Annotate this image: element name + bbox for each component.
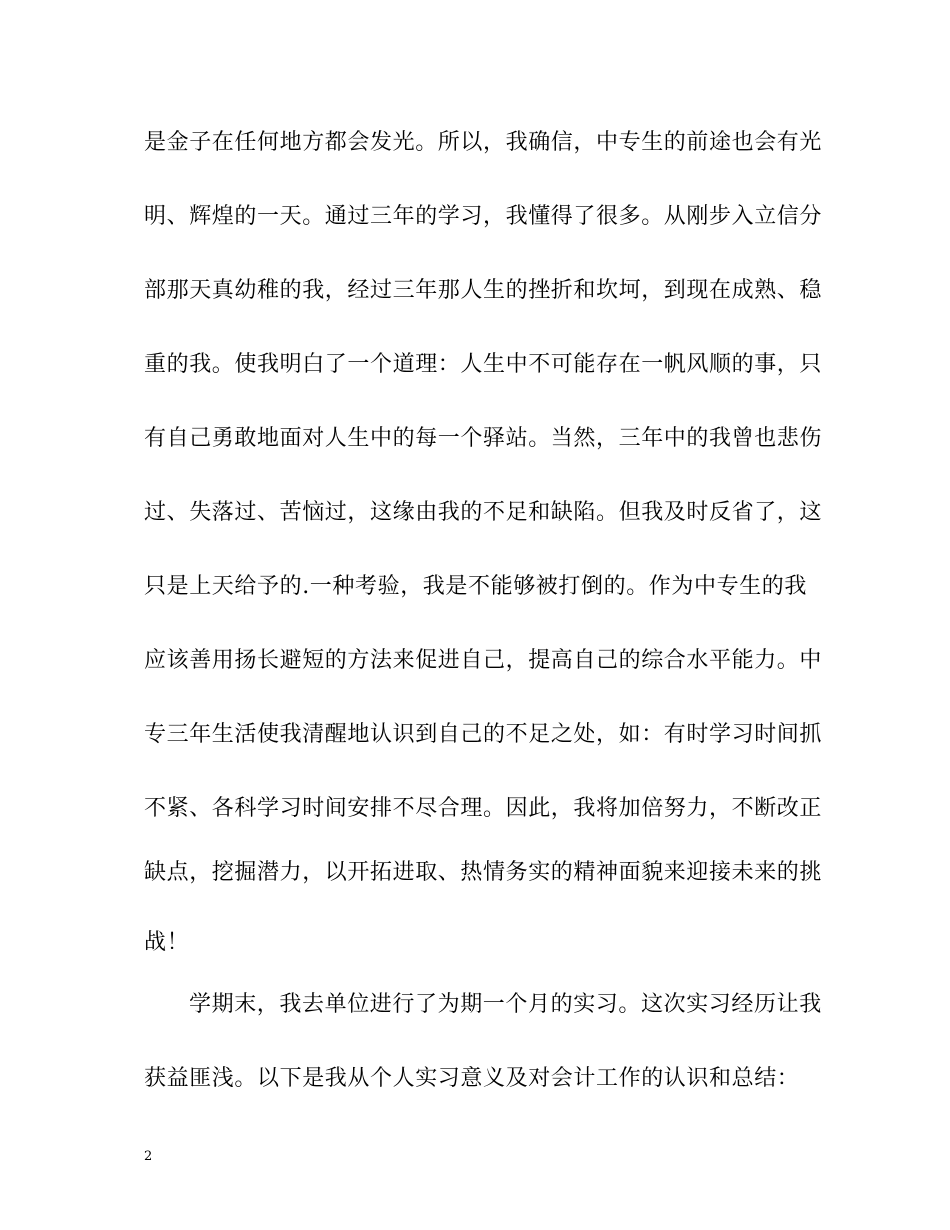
paragraph-line: 专三年生活使我清醒地认识到自己的不足之处，如：有时学习时间抓	[144, 722, 823, 747]
paragraph-line: 重的我。使我明白了一个道理：人生中不可能存在一帆风顺的事，只	[144, 352, 823, 377]
paragraph-line: 只是上天给予的.一种考验，我是不能够被打倒的。作为中专生的我	[144, 574, 807, 599]
paragraph-line: 有自己勇敢地面对人生中的每一个驿站。当然，三年中的我曾也悲伤	[144, 426, 823, 451]
paragraph-line: 部那天真幼稚的我，经过三年那人生的挫折和坎坷，到现在成熟、稳	[144, 278, 823, 303]
paragraph-line: 应该善用扬长避短的方法来促进自己，提高自己的综合水平能力。中	[144, 648, 823, 673]
paragraph-first-line: 学期末，我去单位进行了为期一个月的实习。这次实习经历让我	[189, 992, 822, 1017]
paragraph-line: 获益匪浅。以下是我从个人实习意义及对会计工作的认识和总结：	[144, 1066, 800, 1091]
paragraph-line: 战！	[144, 930, 190, 955]
paragraph-line: 不紧、各科学习时间安排不尽合理。因此，我将加倍努力，不断改正	[144, 796, 823, 821]
paragraph-line: 是金子在任何地方都会发光。所以，我确信，中专生的前途也会有光	[144, 130, 823, 155]
paragraph-line: 缺点，挖掘潜力，以开拓进取、热情务实的精神面貌来迎接未来的挑	[144, 860, 823, 885]
paragraph-line: 明、辉煌的一天。通过三年的学习，我懂得了很多。从刚步入立信分	[144, 204, 823, 229]
paragraph-line: 过、失落过、苦恼过，这缘由我的不足和缺陷。但我及时反省了，这	[144, 500, 823, 525]
page-number: 2	[144, 1149, 153, 1164]
